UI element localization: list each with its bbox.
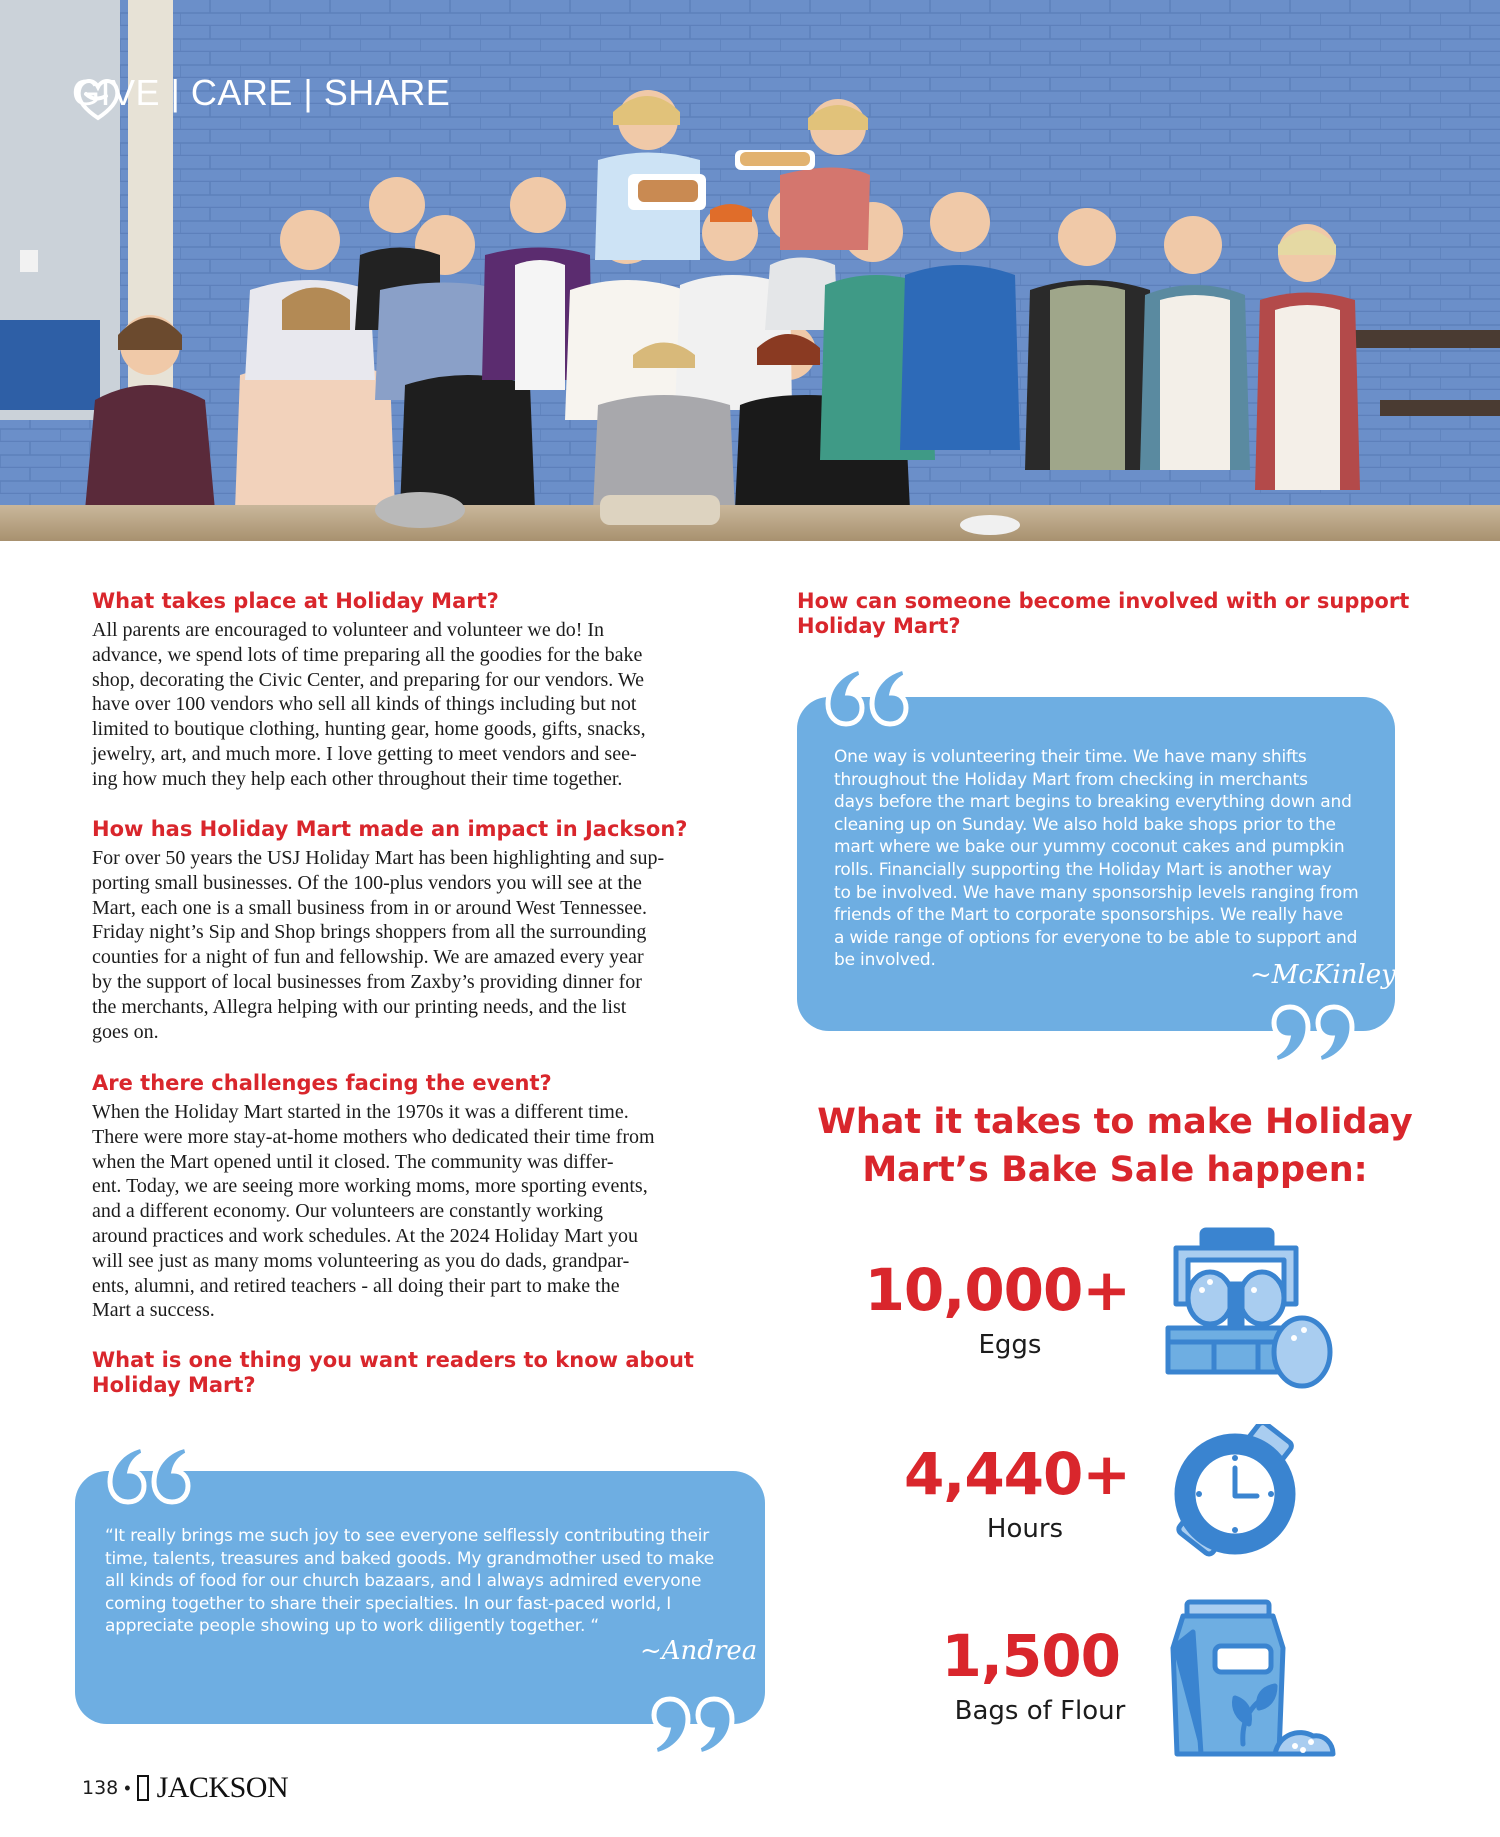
paragraph-line: jewelry, art, and much more. I love getting to meet vendors and see- xyxy=(92,742,637,765)
quote-line: a wide range of options for everyone to be able to support and xyxy=(834,927,1358,948)
magazine-name: JACKSON xyxy=(156,1771,289,1804)
quote-line: be involved. xyxy=(834,950,936,971)
stopwatch-icon xyxy=(1163,1424,1311,1569)
page-number: 138 xyxy=(82,1777,119,1799)
page-footer xyxy=(82,1771,288,1805)
paragraph-line: have over 100 vendors who sell all kinds of things including but not xyxy=(92,693,637,716)
quote-text-andrea xyxy=(105,1525,714,1638)
section-tagline: GIVE | CARE | SHARE xyxy=(72,72,451,113)
quote-line: coming together to share their specialties. In our fast-paced world, I xyxy=(105,1593,672,1614)
paragraph-line: when the Mart opened until it closed. The community was differ- xyxy=(92,1150,614,1173)
quote-line: rolls. Financially supporting the Holiday Mart is another way xyxy=(834,859,1332,880)
paragraph-line: Mart, each one is a small business from in or around West Tennessee. xyxy=(92,896,648,919)
paragraph-line: around practices and work schedules. At the 2024 Holiday Mart you xyxy=(92,1224,638,1247)
paragraph-line: by the support of local businesses from Zaxby’s providing dinner for xyxy=(92,970,642,993)
question-heading-5 xyxy=(797,589,1409,639)
stat-label-eggs: Eggs xyxy=(978,1330,1042,1360)
paragraph-line: Friday night’s Sip and Shop brings shoppers from all the surrounding xyxy=(92,921,647,944)
question-heading-4 xyxy=(92,1348,694,1398)
heading-line: How can someone become involved with or support xyxy=(797,589,1410,613)
quote-line: “It really brings me such joy to see everyone selflessly contributing their xyxy=(105,1526,710,1546)
paragraph-line: will see just as many moms volunteering as you do dads, grandpar- xyxy=(92,1249,630,1272)
quote-line: throughout the Holiday Mart from checking in merchants xyxy=(834,769,1308,790)
paragraph-line: There were more stay-at-home mothers who dedicated their time from xyxy=(92,1125,655,1148)
open-quote-icon xyxy=(102,1438,192,1506)
paragraph-line: porting small businesses. Of the 100-plus vendors you will see at the xyxy=(92,871,642,894)
magazine-badge-icon xyxy=(137,1775,149,1801)
quote-text-mckinley xyxy=(834,746,1358,972)
close-quote-icon xyxy=(650,1695,740,1763)
paragraph-line: advance, we spend lots of time preparing all the goodies for the bake xyxy=(92,643,643,666)
paragraph-line: For over 50 years the USJ Holiday Mart has been highlighting and sup- xyxy=(92,847,665,869)
heading-line: Holiday Mart? xyxy=(92,1373,256,1397)
quote-line: all kinds of food for our church bazaars, and I always admired everyone xyxy=(105,1571,702,1592)
close-quote-icon xyxy=(1270,1003,1360,1071)
quote-signature-andrea: ~Andrea xyxy=(640,1636,758,1666)
paragraph-line: and a different economy. Our volunteers are constantly working xyxy=(92,1200,603,1223)
paragraph-line: limited to boutique clothing, hunting gear, home goods, gifts, snacks, xyxy=(92,718,646,741)
paragraph-line: the merchants, Allegra helping with our printing needs, and the list xyxy=(92,995,627,1018)
footer-separator: • xyxy=(124,1777,131,1798)
paragraph-line: ents, alumni, and retired teachers - all doing their part to make the xyxy=(92,1274,620,1297)
brand-header xyxy=(72,72,450,114)
heading-line: Holiday Mart? xyxy=(797,614,961,638)
paragraph-line: ent. Today, we are seeing more working moms, more sporting events, xyxy=(92,1175,648,1198)
question-heading-3: Are there challenges facing the event? xyxy=(92,1071,552,1095)
quote-line: appreciate people showing up to work diligently together. “ xyxy=(105,1616,600,1637)
hero-photo xyxy=(0,0,1500,541)
stat-label-flour: Bags of Flour xyxy=(954,1696,1126,1726)
open-quote-icon xyxy=(820,660,910,728)
quote-line: days before the mart begins to breaking everything down and xyxy=(834,792,1352,813)
paragraph-line: Mart a success. xyxy=(92,1299,215,1322)
title-line: Mart’s Bake Sale happen: xyxy=(862,1150,1368,1190)
question-heading-2: How has Holiday Mart made an impact in Jackson? xyxy=(92,817,688,841)
question-heading-1: What takes place at Holiday Mart? xyxy=(92,589,499,613)
paragraph-line: ing how much they help each other throughout their time together. xyxy=(92,767,623,790)
stat-value-flour: 1,500 xyxy=(941,1622,1120,1690)
quote-line: mart where we bake our yummy coconut cakes and pumpkin xyxy=(834,837,1345,858)
quote-line: time, talents, treasures and baked goods. My grandmother used to make xyxy=(105,1548,715,1569)
answer-paragraph-1 xyxy=(92,618,646,792)
quote-line: friends of the Mart to corporate sponsorships. We really have xyxy=(834,905,1344,926)
quote-line: One way is volunteering their time. We have many shifts xyxy=(834,747,1307,767)
flour-bag-icon xyxy=(1163,1598,1338,1760)
paragraph-line: When the Holiday Mart started in the 1970s it was a different time. xyxy=(92,1101,629,1123)
infographic-title xyxy=(790,1098,1440,1194)
stat-label-hours: Hours xyxy=(986,1514,1064,1544)
paragraph-line: shop, decorating the Civic Center, and preparing for our vendors. We xyxy=(92,668,645,691)
heading-line: What is one thing you want readers to know about xyxy=(92,1348,694,1372)
answer-paragraph-2 xyxy=(92,846,664,1044)
paragraph-line: counties for a night of fun and fellowship. We are amazed every year xyxy=(92,946,644,969)
quote-signature-mckinley: ~McKinley xyxy=(1250,960,1396,990)
paragraph-line: goes on. xyxy=(92,1020,159,1043)
title-line: What it takes to make Holiday xyxy=(817,1102,1413,1142)
quote-line: cleaning up on Sunday. We also hold bake shops prior to the xyxy=(834,814,1336,835)
stat-value-hours: 4,440+ xyxy=(903,1440,1130,1508)
answer-paragraph-3 xyxy=(92,1100,655,1323)
paragraph-line: All parents are encouraged to volunteer and volunteer we do! In xyxy=(92,619,605,641)
stat-value-eggs: 10,000+ xyxy=(864,1256,1130,1324)
quote-line: to be involved. We have many sponsorship levels ranging from xyxy=(834,882,1359,903)
heart-hands-logo-icon xyxy=(72,72,124,124)
egg-carton-icon xyxy=(1162,1224,1337,1396)
